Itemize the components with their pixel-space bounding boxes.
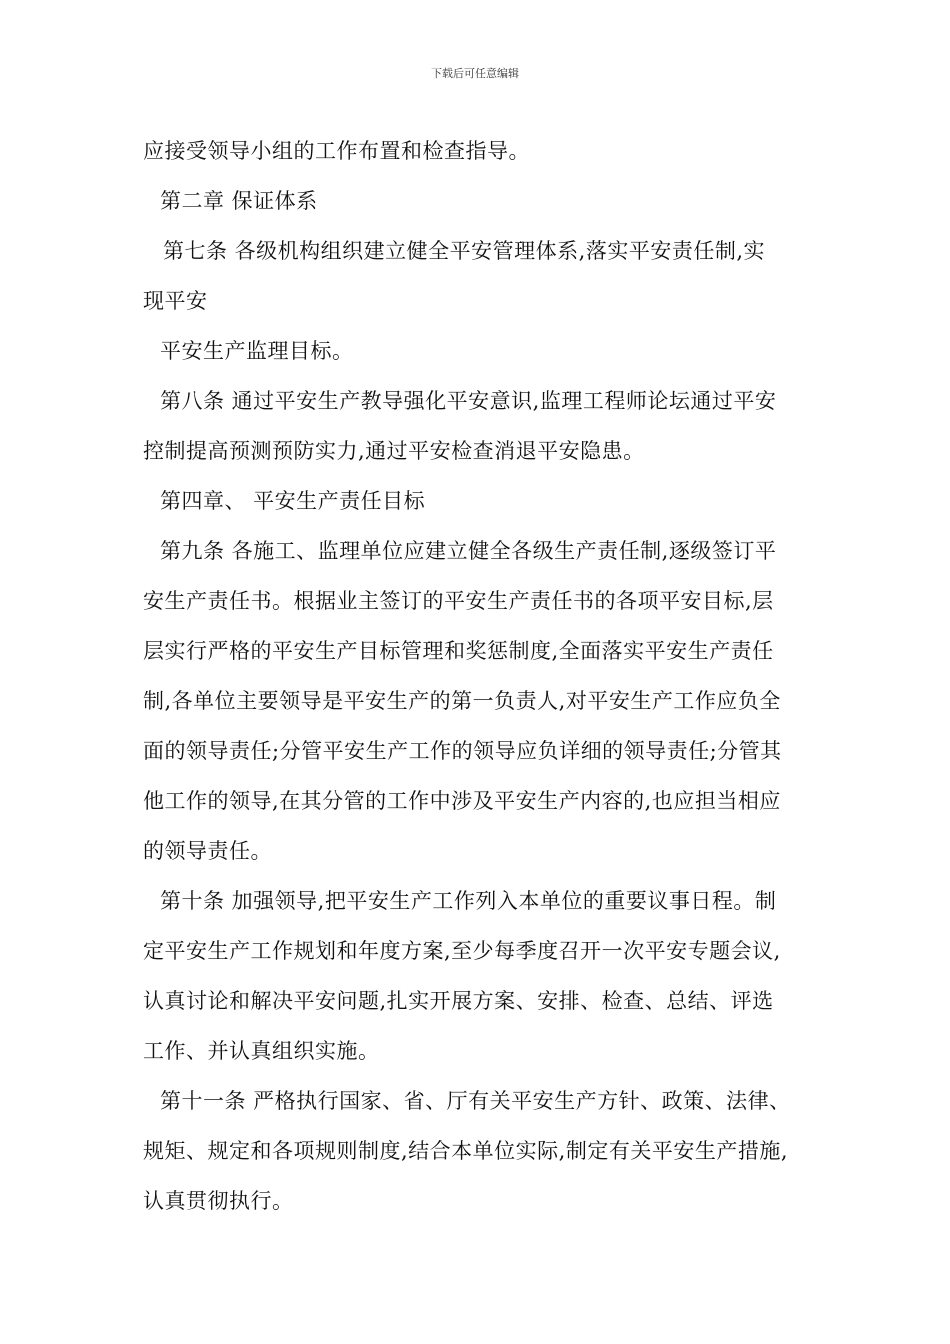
text-line: 定平安生产工作规划和年度方案,至少每季度召开一次平安专题会议,: [143, 939, 781, 963]
text-line: 面的领导责任;分管平安生产工作的领导应负详细的领导责任;分管其: [143, 739, 782, 763]
text-line: 平安生产监理目标。: [160, 339, 354, 363]
article-line: 第十一条 严格执行国家、省、厅有关平安生产方针、政策、法律、: [160, 1089, 791, 1113]
article-line: 第七条 各级机构组织建立健全平安管理体系,落实平安责任制,实: [163, 239, 766, 263]
chapter-heading: 第四章、 平安生产责任目标: [160, 489, 426, 513]
article-line: 第十条 加强领导,把平安生产工作列入本单位的重要议事日程。制: [160, 889, 777, 913]
text-line: 规矩、规定和各项规则制度,结合本单位实际,制定有关平安生产措施,: [143, 1139, 789, 1163]
text-line: 他工作的领导,在其分管的工作中涉及平安生产内容的,也应担当相应: [143, 789, 781, 813]
text-line: 工作、并认真组织实施。: [143, 1039, 380, 1063]
article-line: 第九条 各施工、监理单位应建立健全各级生产责任制,逐级签订平: [160, 539, 777, 563]
text-line: 现平安: [143, 289, 208, 313]
text-line: 应接受领导小组的工作布置和检查指导。: [143, 139, 530, 163]
text-line: 制,各单位主要领导是平安生产的第一负责人,对平安生产工作应负全: [143, 689, 781, 713]
article-line: 第八条 通过平安生产教导强化平安意识,监理工程师论坛通过平安: [160, 389, 777, 413]
text-line: 安生产责任书。根据业主签订的平安生产责任书的各项平安目标,层: [143, 589, 774, 613]
chapter-heading: 第二章 保证体系: [160, 189, 318, 213]
text-line: 控制提高预测预防实力,通过平安检查消退平安隐患。: [143, 439, 645, 463]
text-line: 层实行严格的平安生产目标管理和奖惩制度,全面落实平安生产责任: [143, 639, 774, 663]
text-line: 的领导责任。: [143, 839, 272, 863]
text-line: 认真讨论和解决平安问题,扎实开展方案、安排、检查、总结、评选: [143, 989, 774, 1013]
page-header-note: 下载后可任意编辑: [431, 67, 519, 80]
text-line: 认真贯彻执行。: [143, 1189, 294, 1213]
